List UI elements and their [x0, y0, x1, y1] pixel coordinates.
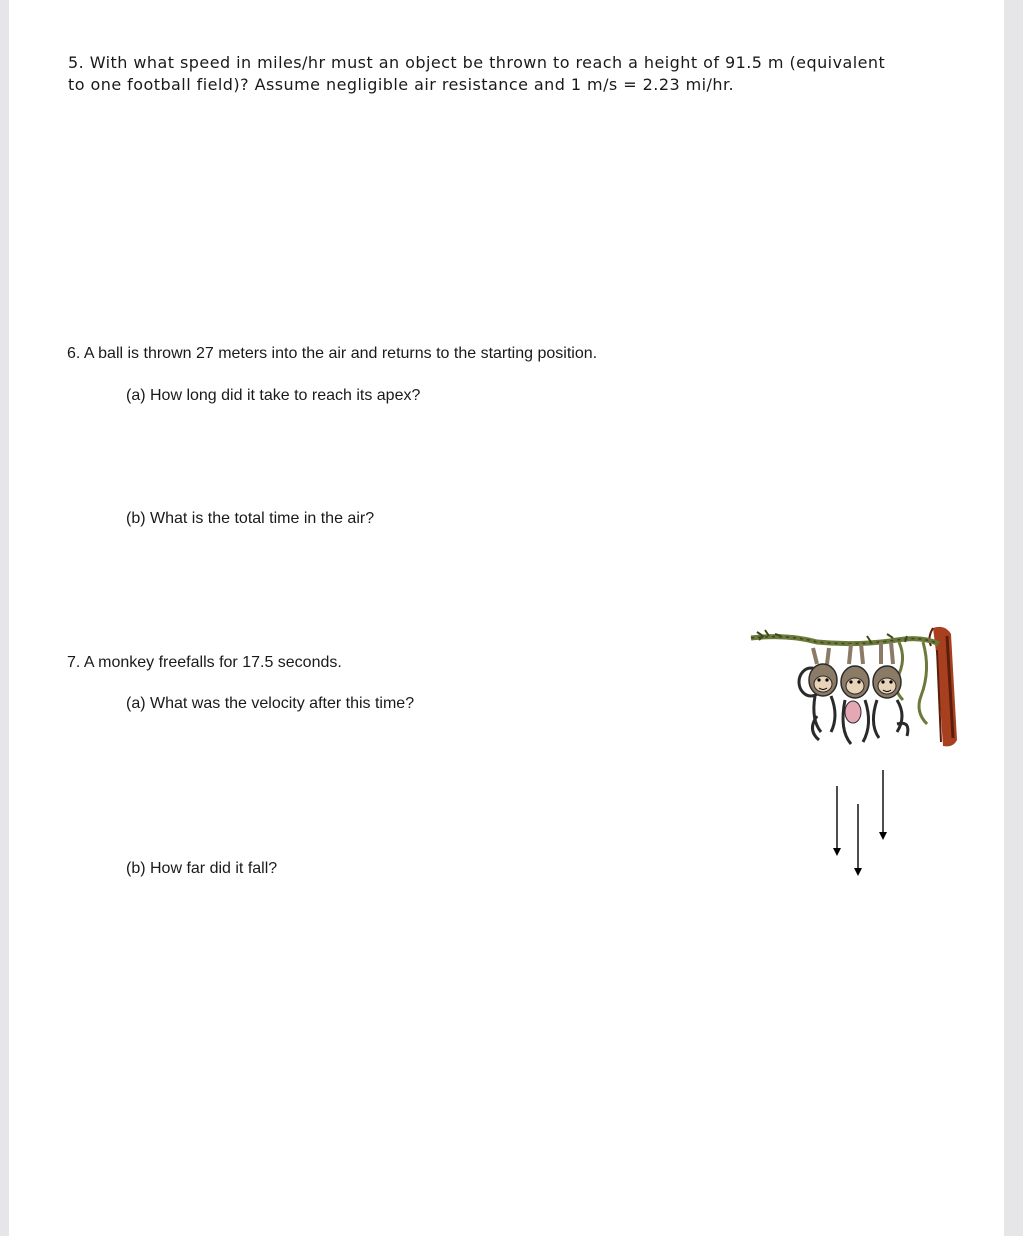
question-5 — [68, 52, 968, 96]
question-7b: (b) How far did it fall? — [126, 860, 278, 877]
tree-trunk — [929, 627, 957, 747]
question-6a: (a) How long did it take to reach its apex? — [126, 387, 421, 404]
fall-arrows — [833, 770, 887, 876]
question-5-line-2: to one football field)? Assume negligible air resistance and 1 m/s = 2.23 mi/hr. — [68, 75, 735, 94]
question-6-stem: 6. A ball is thrown 27 meters into the air and returns to the starting position. — [67, 345, 598, 362]
monkey-1 — [799, 648, 837, 740]
hanging-monkeys-illustration — [747, 620, 967, 880]
worksheet-page — [9, 0, 1004, 1236]
monkey-2 — [841, 644, 869, 744]
arrow-right-head — [879, 832, 887, 840]
question-6b: (b) What is the total time in the air? — [126, 510, 375, 527]
question-7-stem: 7. A monkey freefalls for 17.5 seconds. — [67, 654, 342, 671]
arrow-left-head — [833, 848, 841, 856]
arrow-middle-head — [854, 868, 862, 876]
question-5-line-1: 5. With what speed in miles/hr must an object be thrown to reach a height of 91.5 m (equivalent — [68, 53, 886, 72]
question-7a: (a) What was the velocity after this time? — [126, 695, 415, 712]
